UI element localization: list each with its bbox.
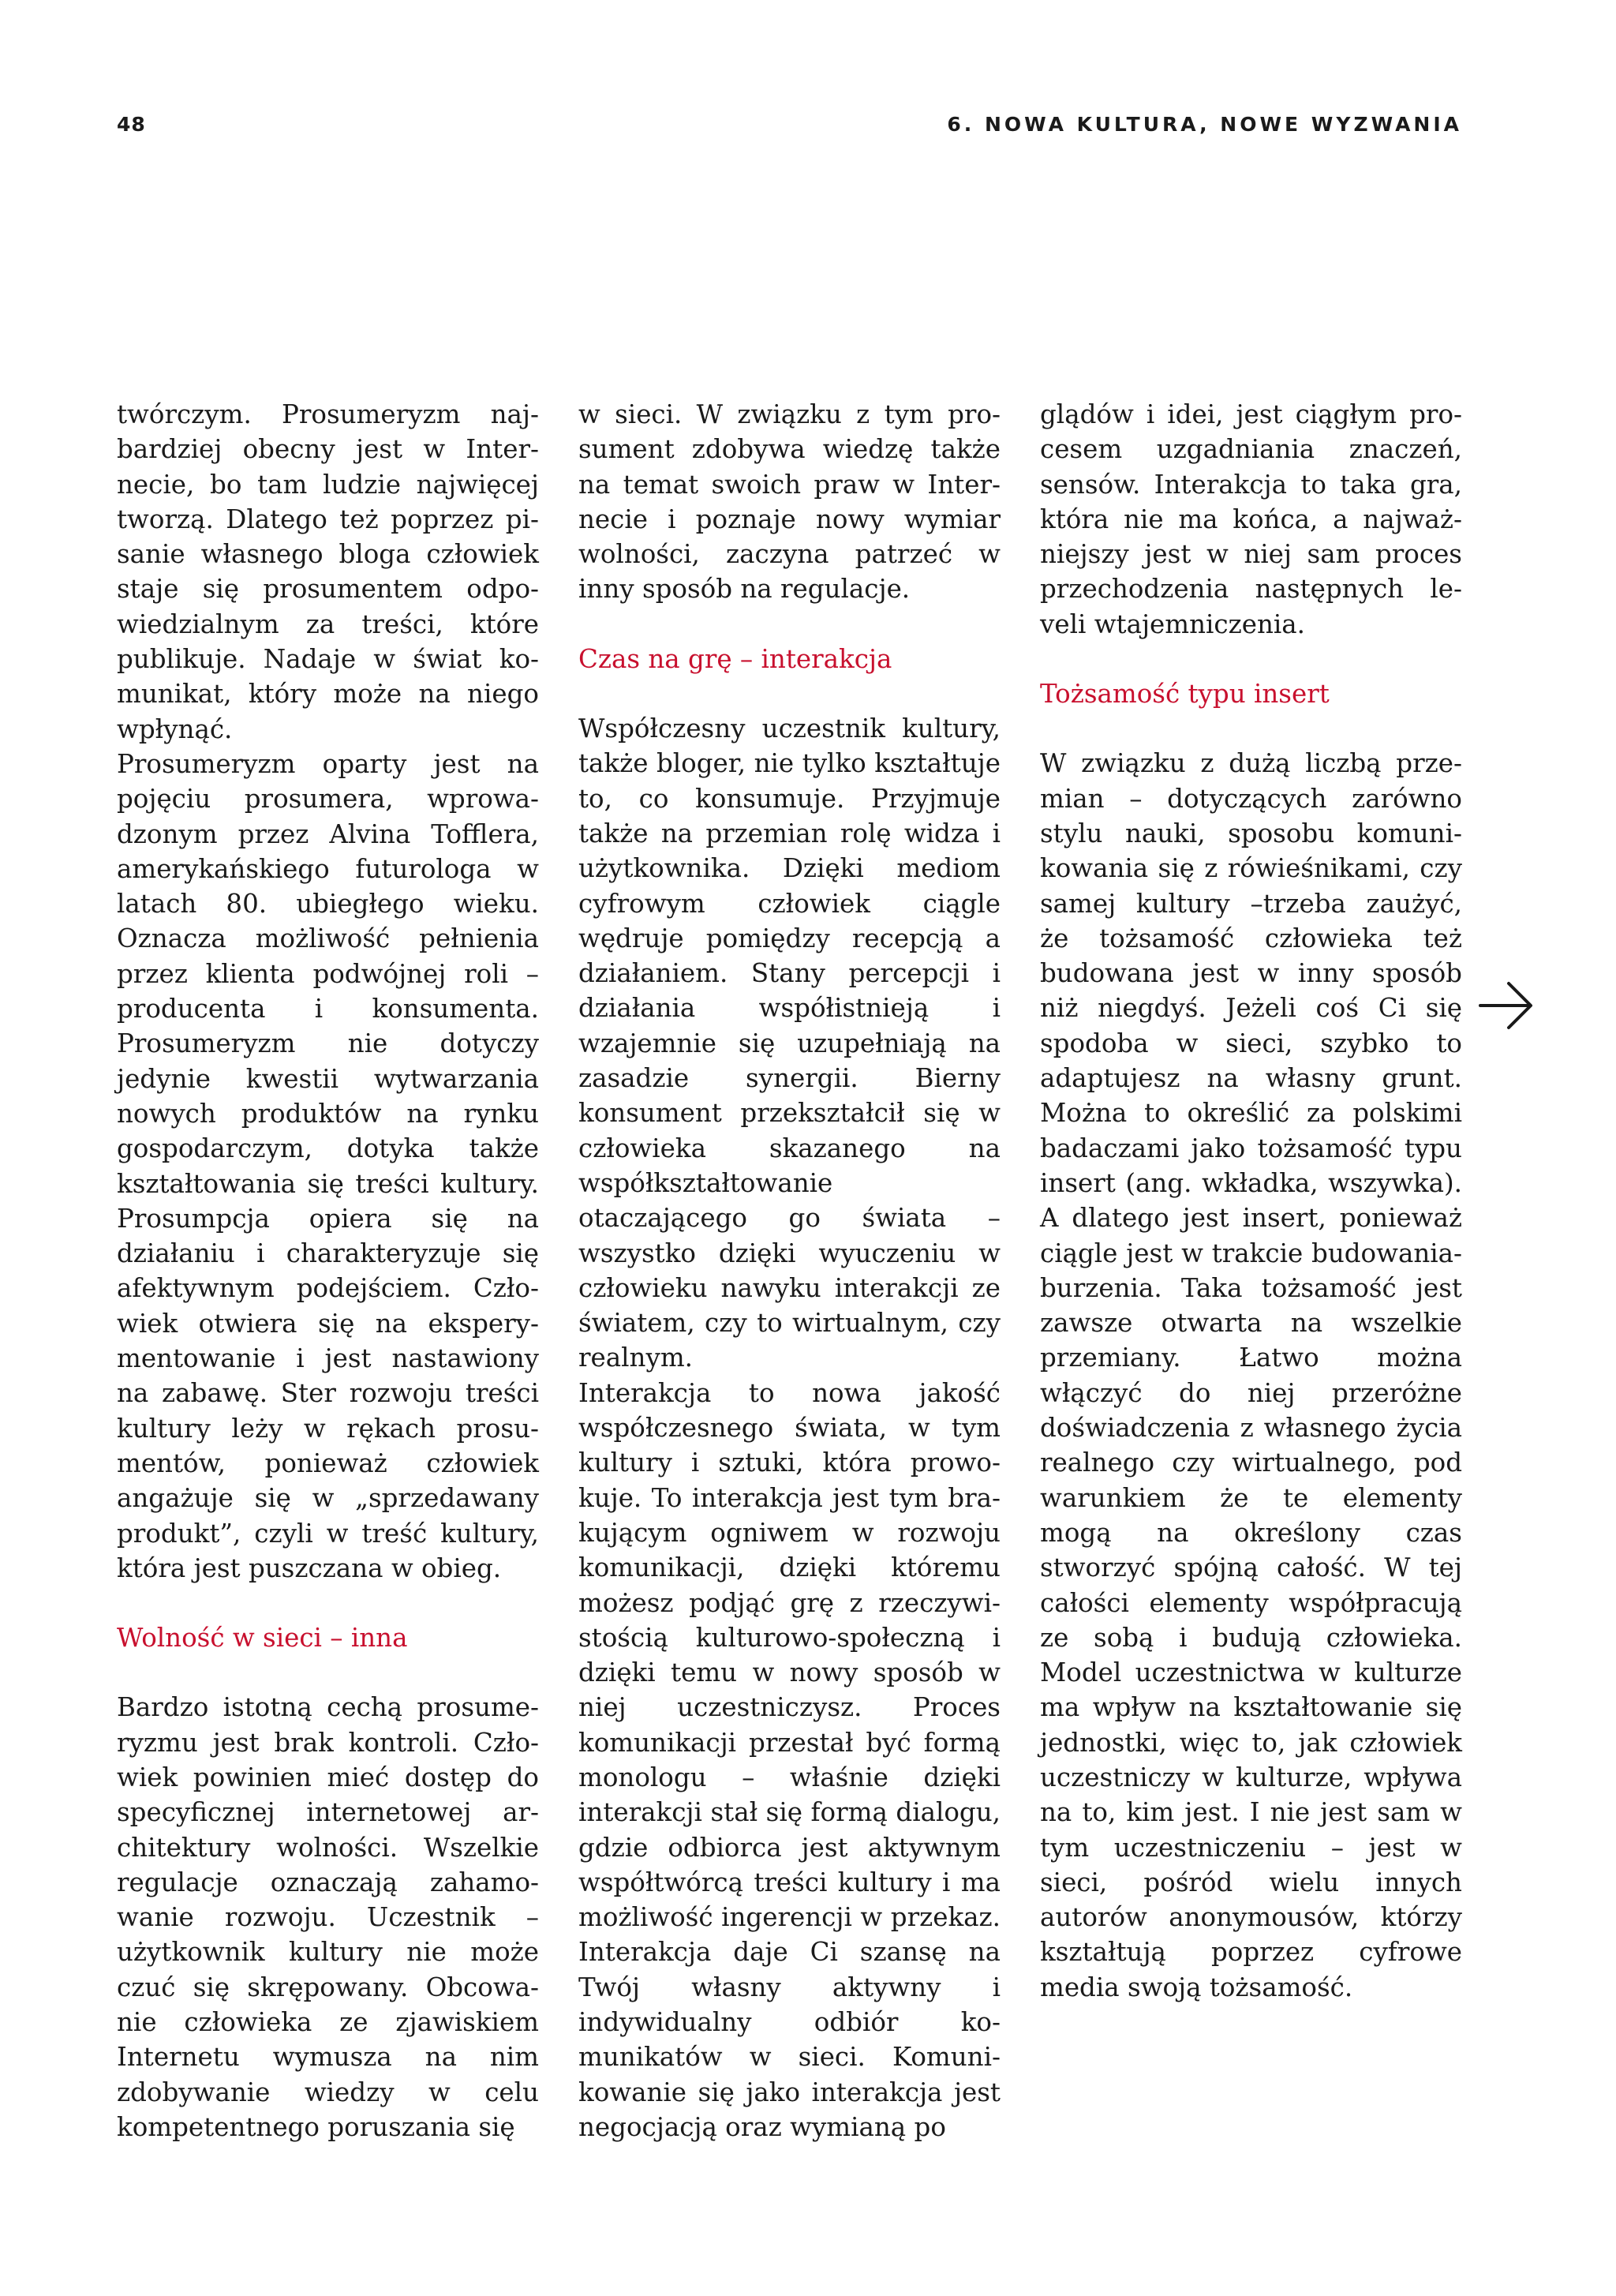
page-header bbox=[117, 113, 1462, 144]
paragraph: w sieci. W związku z tym prosument zdobywa wiedzę także na temat swoich praw w Internecie i poznaje nowy wymiar wolności, zaczyna patrzeć w inny sposób na regulacje. bbox=[578, 399, 1001, 605]
section-heading: Czas na grę – interakcja bbox=[578, 643, 892, 674]
section-heading: Tożsamość typu insert bbox=[1040, 679, 1330, 710]
text-column-3 bbox=[1040, 397, 1462, 2005]
chapter-title: 6. NOWA KULTURA, NOWE WYZWANIA bbox=[947, 113, 1462, 136]
paragraph: Interakcja to nowa jakość współczesnego świata, w tym kultury i sztuki, która prowokuje. To interakcja jest tym brakującym ogniwem w rozwoju komunikacji, dzięki któremu możesz podjąć grę z rzeczywistością kulturowo-społeczną i dzięki temu w nowy sposób w niej uczestniczysz. Proces komunikacji przestał być formą monologu – właśnie dzięki interakcji stał się formą dialogu, gdzie odbiorca jest aktywnym współtwórcą treści kultury i ma możliwość ingerencji w przekaz. Interakcja daje Ci szansę na Twój własny aktywny i indywidualny odbiór komunikatów w sieci. Komunikowanie się jako interakcja jest negocjacją oraz wymianą po bbox=[578, 1377, 1001, 2142]
section-heading: Wolność w sieci – inna bbox=[117, 1623, 408, 1654]
paragraph: Prosumeryzm oparty jest na pojęciu prosumera, wprowadzonym przez Alvina Tofflera, amerykańskiego futurologa w latach 80. ubiegłego wieku. Oznacza możliwość pełnienia przez klienta podwójnej roli – producenta i konsumenta. Prosumeryzm nie dotyczy jedynie kwestii wytwarzania nowych produktów na rynku gospodarczym, dotyka także kształtowania się treści kultury. Prosumpcja opiera się na działaniu i charakteryzuje się afektywnym podejściem. Człowiek otwiera się na eksperymentowanie i jest nastawiony na zabawę. Ster rozwoju treści kultury leży w rękach prosumentów, ponieważ człowiek angażuje się w „sprzedawany produkt”, czyli w treść kultury, która jest puszczana w obieg. bbox=[117, 748, 539, 1583]
paragraph: glądów i idei, jest ciągłym procesem uzgadniania znaczeń, sensów. Interakcja to taka gra, która nie ma końca, a najważniejszy jest w niej sam proces przechodzenia następnych leveli wtajemniczenia. bbox=[1040, 399, 1462, 639]
arrow-right-icon[interactable] bbox=[1477, 977, 1534, 1034]
paragraph: Bardzo istotną cechą prosumeryzmu jest brak kontroli. Człowiek powinien mieć dostęp do specyficznej internetowej architektury wolności. Wszelkie regulacje oznaczają zahamowanie rozwoju. Uczestnik – użytkownik kultury nie może czuć się skrępowany. Obcowanie człowieka ze zjawiskiem Internetu wymusza na nim zdobywanie wiedzy w celu kompetentnego poruszania się bbox=[117, 1692, 539, 2142]
paragraph: twórczym. Prosumeryzm najbardziej obecny jest w Internecie, bo tam ludzie najwięcej tworzą. Dlatego też poprzez pisanie własnego bloga człowiek staje się prosumentem odpowiedzialnym za treści, które publikuje. Nadaje w świat komunikat, który może na niego wpłynąć. bbox=[117, 399, 539, 744]
paragraph: Współczesny uczestnik kultury, także bloger, nie tylko kształtuje to, co konsumuje. Przyjmuje także na przemian rolę widza i użytkownika. Dzięki mediom cyfrowym człowiek ciągle wędruje pomiędzy recepcją a działaniem. Stany percepcji i działania współistnieją i wzajemnie się uzupełniają na zasadzie synergii. Bierny konsument przekształcił się w człowieka skazanego na współkształtowanie otaczającego go świata – wszystko dzięki wyuczeniu w człowieku nawyku interakcji ze światem, czy to wirtualnym, czy realnym. bbox=[578, 714, 1001, 1373]
text-column-2 bbox=[578, 397, 1001, 2144]
text-column-1 bbox=[117, 397, 539, 2144]
paragraph: W związku z dużą liczbą przemian – dotyczących zarówno stylu nauki, sposobu komunikowania się z rówieśnikami, czy samej kultury –trzeba zaużyć, że tożsamość człowieka też budowana jest w inny sposób niż niegdyś. Jeżeli coś Ci się spodoba w sieci, szybko to adaptujesz na własny grunt. Można to określić za polskimi badaczami jako tożsamość typu insert (ang. wkładka, wszywka). A dlatego jest insert, ponieważ ciągle jest w trakcie budowania-burzenia. Taka tożsamość jest zawsze otwarta na wszelkie przemiany. Łatwo można włączyć do niej przeróżne doświadczenia z własnego życia realnego czy wirtualnego, pod warunkiem że te elementy mogą na określony czas stworzyć spójną całość. W tej całości elementy współpracują ze sobą i budują człowieka. Model uczestnictwa w kulturze ma wpływ na kształtowanie się jednostki, więc to, jak człowiek uczestniczy w kulturze, wpływa na to, kim jest. I nie jest sam w tym uczestniczeniu – jest w sieci, pośród wielu innych autorów anonymousów, którzy kształtują poprzez cyfrowe media swoją tożsamość. bbox=[1040, 748, 1462, 2002]
arrow-right-icon-svg bbox=[1477, 977, 1534, 1034]
page-number: 48 bbox=[117, 113, 146, 136]
